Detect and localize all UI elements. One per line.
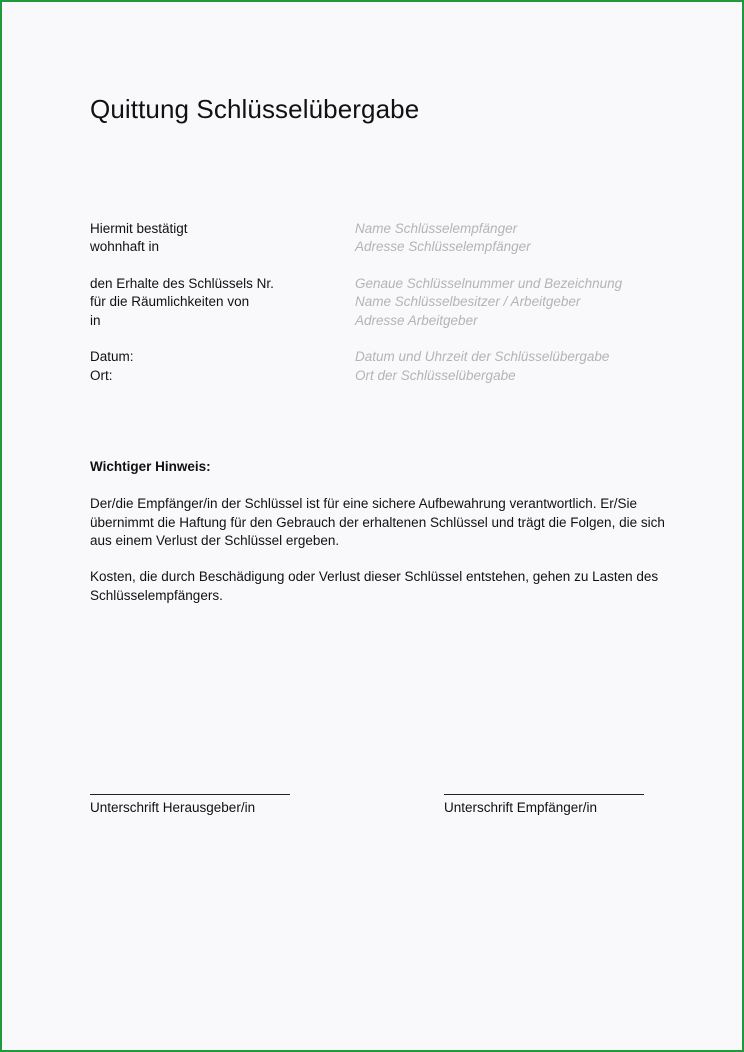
field-placeholder[interactable]: Name Schlüsselbesitzer / Arbeitgeber (355, 294, 581, 309)
notice-heading: Wichtiger Hinweis: (90, 459, 211, 474)
field-placeholder[interactable]: Adresse Schlüsselempfänger (355, 239, 531, 254)
field-label: wohnhaft in (90, 239, 160, 254)
field-label: den Erhalte des Schlüssels Nr. (90, 276, 274, 291)
field-row-recipient-address (90, 238, 670, 256)
notice-paragraph-liability: Der/die Empfänger/in der Schlüssel ist für eine sichere Aufbewahrung verantwortlich. Er/Sie übernimmt die Haftung für den Gebrauch der erhaltenen Schlüssel und trägt die Folgen, die sich aus einem Verlust der Schlüssel ergeben. (90, 496, 665, 548)
field-row-place (90, 367, 670, 385)
field-row-owner-name (90, 293, 670, 311)
signature-block-issuer (90, 794, 290, 817)
signature-line[interactable] (90, 794, 290, 795)
document-title: Quittung Schlüsselübergabe (90, 94, 420, 124)
field-label: Datum: (90, 349, 134, 364)
field-placeholder[interactable]: Datum und Uhrzeit der Schlüsselübergabe (355, 349, 610, 364)
signature-block-recipient (444, 794, 644, 817)
field-placeholder[interactable]: Adresse Arbeitgeber (355, 313, 478, 328)
signature-label-recipient: Unterschrift Empfänger/in (444, 800, 598, 815)
field-row-key-number (90, 275, 670, 293)
field-row-date (90, 348, 670, 366)
field-label: in (90, 313, 101, 328)
notice-paragraph-costs: Kosten, die durch Beschädigung oder Verlust dieser Schlüssel entstehen, gehen zu Lasten des Schlüsselempfängers. (90, 569, 659, 603)
field-placeholder[interactable]: Genaue Schlüsselnummer und Bezeichnung (355, 276, 623, 291)
field-placeholder[interactable]: Name Schlüsselempfänger (355, 221, 518, 236)
field-label: Ort: (90, 368, 113, 383)
field-row-recipient-name (90, 220, 670, 238)
signature-label-issuer: Unterschrift Herausgeber/in (90, 800, 256, 815)
field-placeholder[interactable]: Ort der Schlüsselübergabe (355, 368, 516, 383)
field-label: für die Räumlichkeiten von (90, 294, 250, 309)
field-label: Hiermit bestätigt (90, 221, 188, 236)
field-row-owner-address (90, 312, 670, 330)
signature-line[interactable] (444, 794, 644, 795)
